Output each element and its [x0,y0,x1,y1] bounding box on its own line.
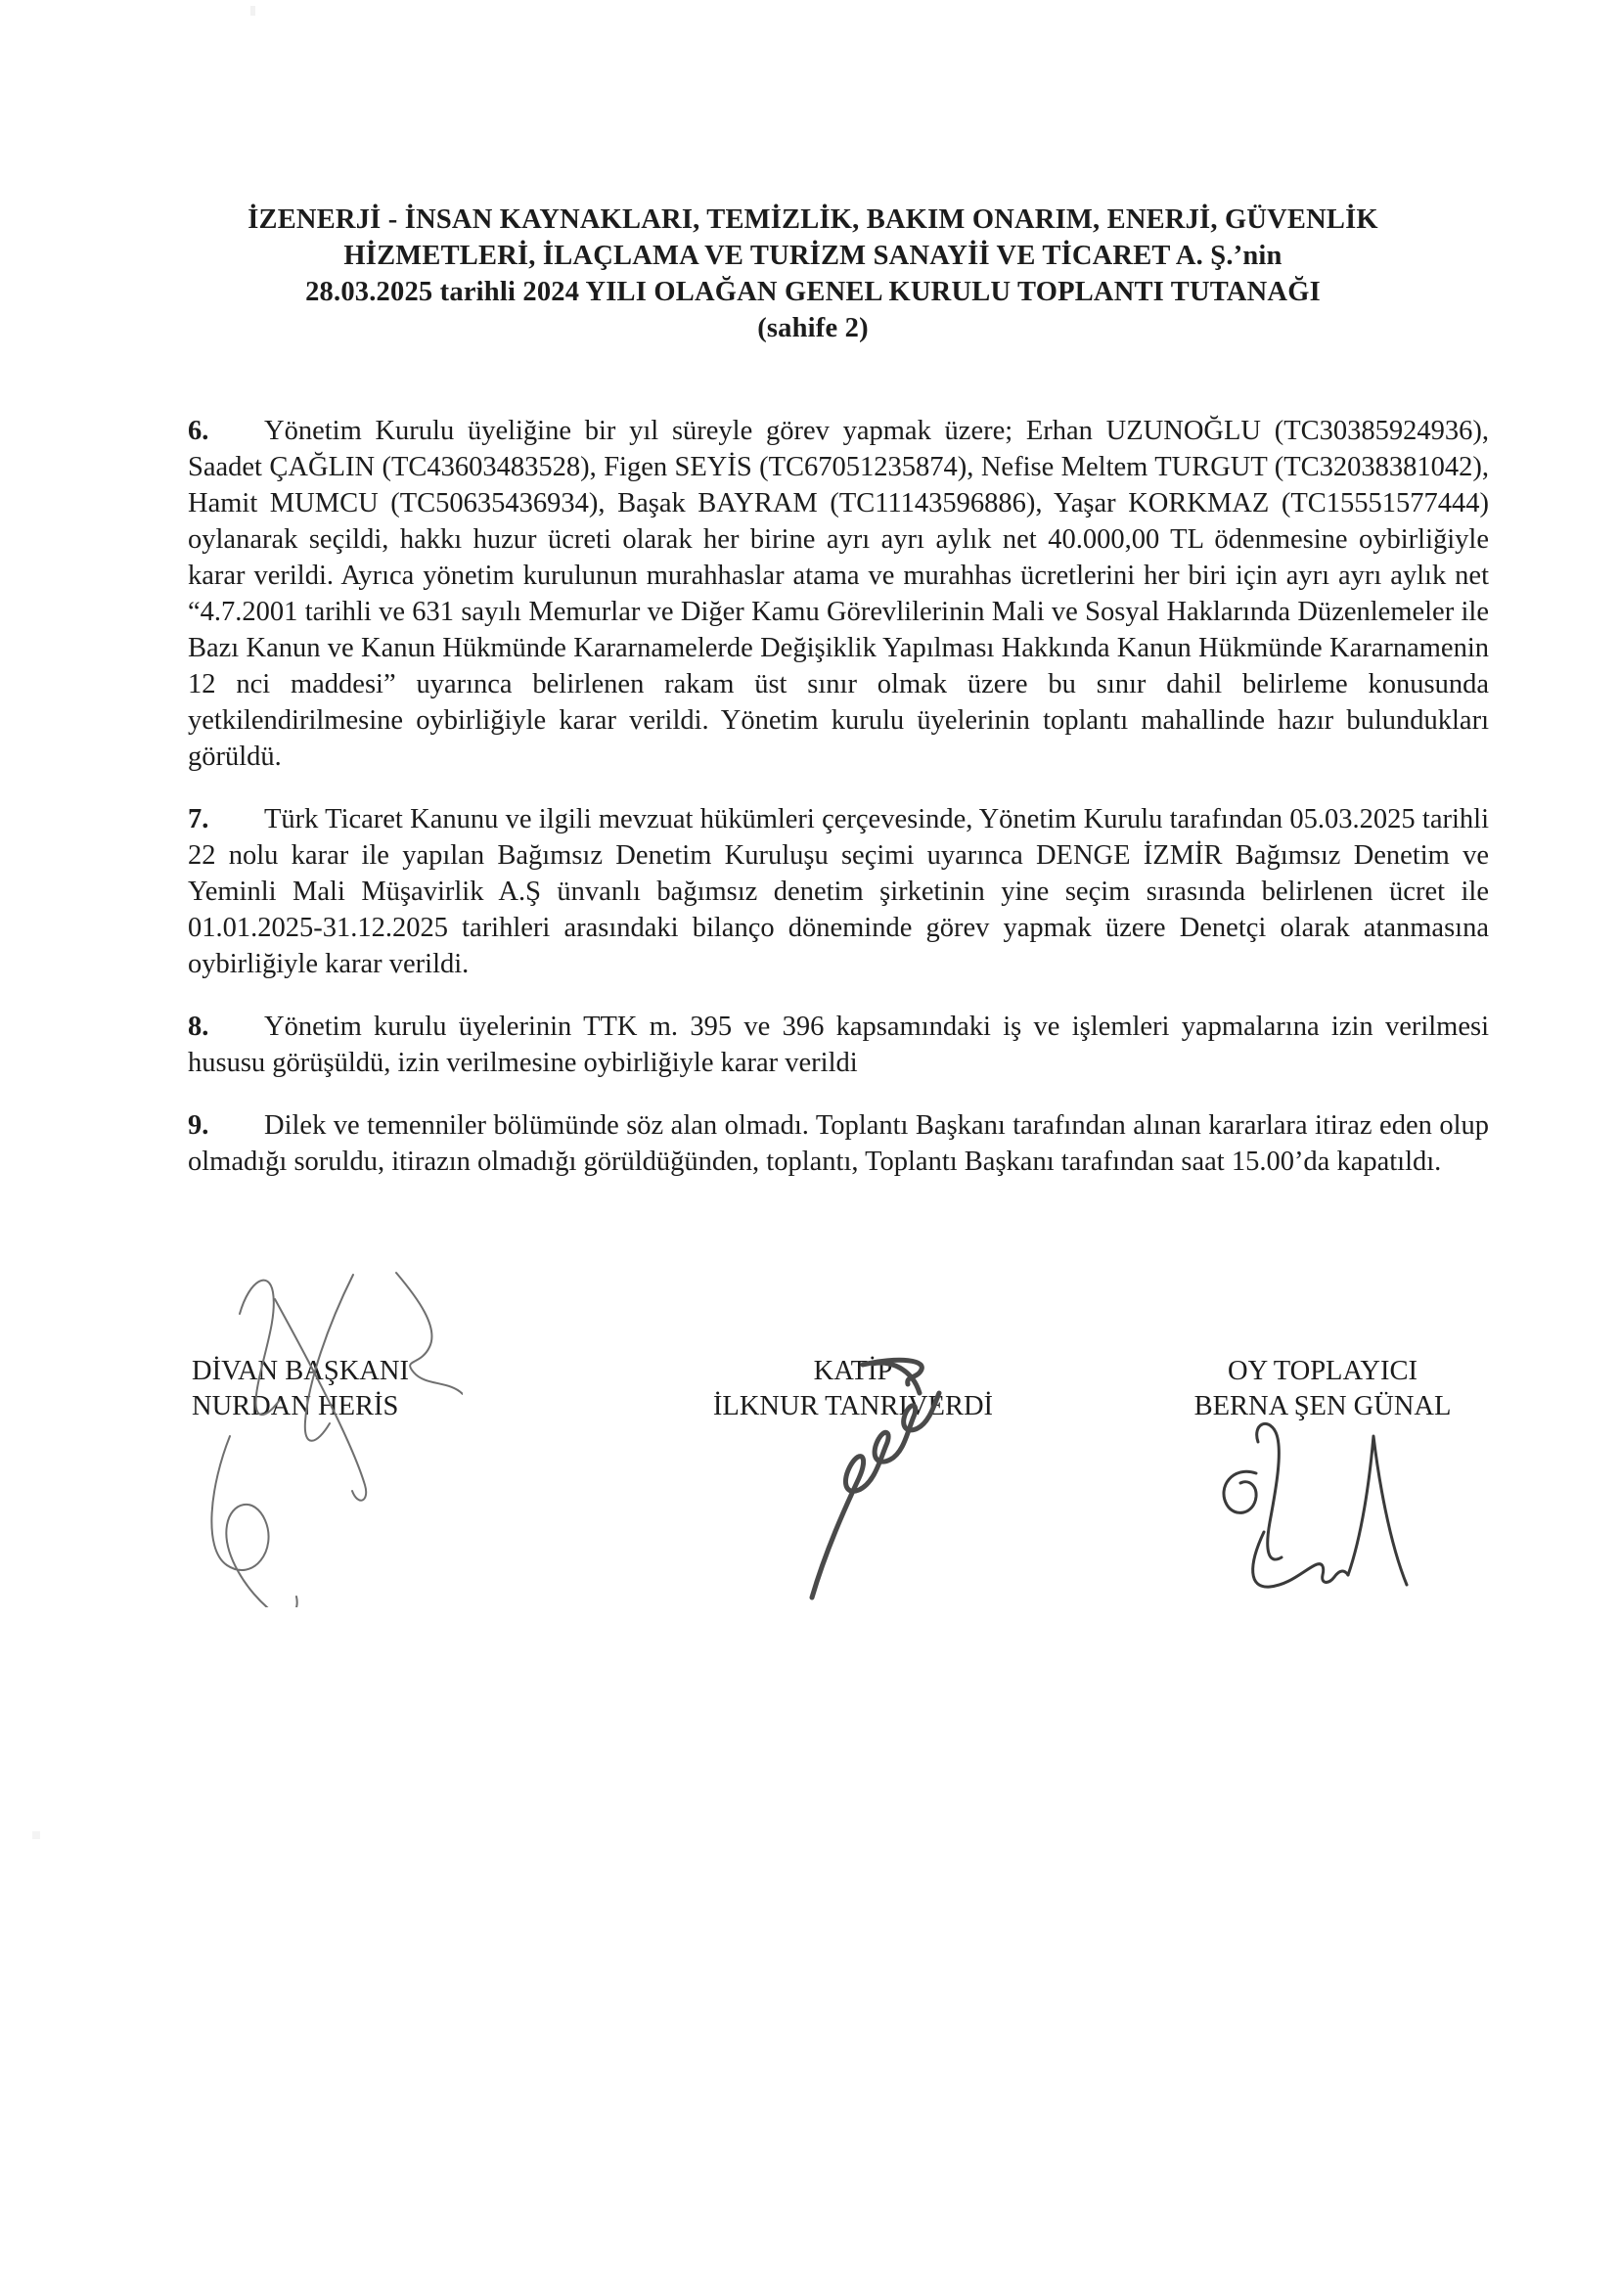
document-title [162,202,1463,346]
title-line-3: 28.03.2025 tarihli 2024 YILI OLAĞAN GENEL KURULU TOPLANTI TUTANAĞI [305,277,1321,307]
title-line-2: HİZMETLERİ, İLAÇLAMA VE TURİZM SANAYİİ VE TİCARET A. Ş.’nin [343,241,1282,271]
document-body [188,413,1489,1206]
signer-role: KATİP [813,1356,893,1386]
signer-name: İLKNUR TANRIVERDİ [712,1391,994,1421]
paragraph-number: 9. [188,1110,209,1141]
signer-role: DİVAN BAŞKANI [192,1356,409,1386]
paragraph-6 [188,413,1489,775]
signer-role: OY TOPLAYICI [1228,1356,1418,1386]
signer-name: BERNA ŞEN GÜNAL [1193,1391,1452,1421]
signature-block-oy-toplayici [1147,1354,1499,1424]
paragraph-text: Dilek ve temenniler bölümünde söz alan olmadı. Toplantı Başkanı tarafından alınan kararlara itiraz eden olup olmadığı soruldu, itirazın olmadığı görüldüğünden, toplantı, Toplantı Başkanı tarafından saat 15.00’da kapatıldı. [188,1110,1489,1177]
paragraph-text: Yönetim Kurulu üyeliğine bir yıl süreyle görev yapmak üzere; Erhan UZUNOĞLU (TC30385924936), Saadet ÇAĞLIN (TC43603483528), Figen SEYİS (TC67051235874), Nefise Meltem TURGUT (TC32038381042), Hamit MUMCU (TC50635436934), Başak BAYRAM (TC11143596886), Yaşar KORKMAZ (TC15551577444) oylanarak seçildi, hakkı huzur ücreti olarak her birine ayrı ayrı aylık net 40.000,00 TL ödenmesine oybirliğiyle karar verildi. Ayrıca yönetim kurulunun murahhaslar atama ve murahhas ücretlerini her biri için ayrı ayrı aylık net “4.7.2001 tarihli ve 631 sayılı Memurlar ve Diğer Kamu Görevlilerinin Mali ve Sosyal Haklarında Düzenlemeler ile Bazı Kanun ve Kanun Hükmünde Kararnamelerde Değişiklik Yapılması Hakkında Kanun Hükmünde Kararnamenin 12 nci maddesi” uyarınca belirlenen rakam üst sınır olmak üzere bu sınır dahil belirleme konusunda yetkilendirilmesine oybirliğiyle karar verildi. Yönetim kurulu üyelerinin toplantı mahallinde hazır bulundukları görüldü. [188,416,1489,772]
signature-block-katip [681,1354,1025,1424]
title-line-1: İZENERJİ - İNSAN KAYNAKLARI, TEMİZLİK, BAKIM ONARIM, ENERJİ, GÜVENLİK [248,204,1378,235]
title-line-page-number: (sahife 2) [757,313,869,343]
paragraph-9 [188,1107,1489,1180]
signature-scribble-divan-baskani [189,1265,463,1607]
paragraph-number: 8. [188,1012,209,1042]
paragraph-number: 7. [188,804,209,834]
signature-block-divan-baskani [192,1354,409,1424]
paragraph-text: Türk Ticaret Kanunu ve ilgili mevzuat hükümleri çerçevesinde, Yönetim Kurulu tarafından 05.03.2025 tarihli 22 nolu karar ile yapılan Bağımsız Denetim Kuruluşu seçimi uyarınca DENGE İZMİR Bağımsız Denetim ve Yeminli Mali Müşavirlik A.Ş ünvanlı bağımsız denetim şirketinin yine seçim sırasında belirlenen ücret ile 01.01.2025-31.12.2025 tarihleri arasındaki bilanço döneminde görev yapmak üzere Denetçi olarak atanmasına oybirliğiyle karar verildi. [188,804,1489,979]
signature-scribble-oy-toplayici [1211,1415,1417,1625]
paragraph-number: 6. [188,416,209,446]
paragraph-text: Yönetim kurulu üyelerinin TTK m. 395 ve 396 kapsamındaki iş ve işlemleri yapmalarına izin verilmesi hususu görüşüldü, izin verilmesine oybirliğiyle karar verildi [188,1012,1489,1078]
paragraph-8 [188,1009,1489,1081]
signer-name: NURDAN HERİS [192,1391,399,1421]
scan-speck [250,6,255,16]
paragraph-7 [188,801,1489,982]
scan-speck [32,1831,40,1839]
